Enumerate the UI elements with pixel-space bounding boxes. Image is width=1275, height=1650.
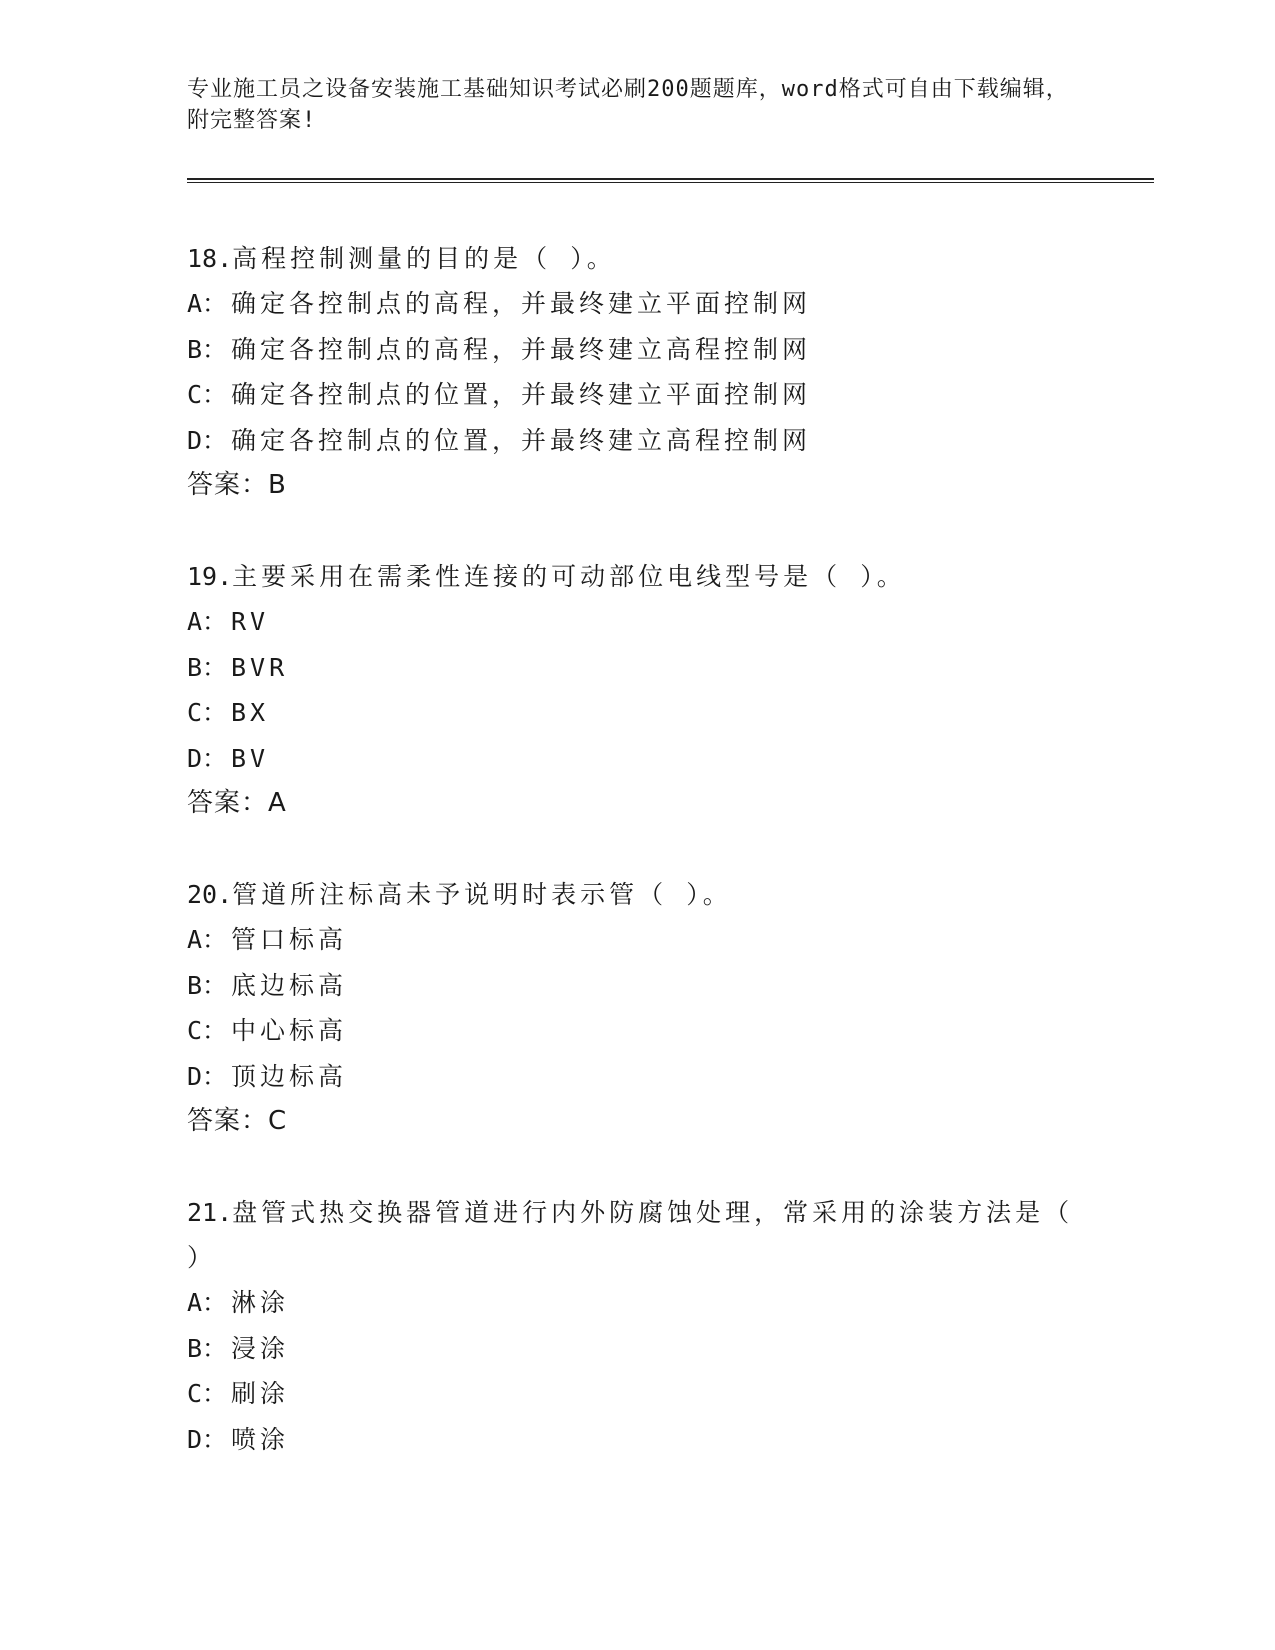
option-key: D： (187, 1061, 228, 1091)
option-text: 管口标高 (231, 925, 348, 954)
option-b (187, 645, 1087, 691)
option-text: 底边标高 (231, 970, 348, 1000)
option-key: A： (187, 1288, 228, 1317)
question-number: 18. (187, 244, 233, 273)
option-text: 刷涂 (231, 1379, 290, 1408)
option-d (187, 418, 1087, 464)
option-key: C： (187, 698, 228, 727)
question-number: 21. (187, 1198, 233, 1227)
option-key: B： (187, 334, 228, 364)
option-key: B： (187, 970, 228, 1000)
document-title: 专业施工员之设备安装施工基础知识考试必刷200题题库，word格式可自由下载编辑，附完整答案! (187, 77, 1069, 133)
option-b (187, 327, 1087, 373)
option-text: 确定各控制点的位置，并最终建立平面控制网 (231, 380, 812, 409)
option-key: A： (187, 925, 228, 954)
question-text: 管道所注标高未予说明时表示管（ ）。 (232, 880, 732, 909)
option-text: 浸涂 (231, 1333, 290, 1363)
option-key: C： (187, 380, 228, 409)
question-stem (187, 1190, 1087, 1280)
option-key: D： (187, 743, 228, 773)
option-c (187, 1008, 1087, 1054)
question-stem (187, 872, 1087, 917)
option-c (187, 690, 1087, 736)
question-19 (187, 554, 1087, 825)
option-text: 喷涂 (231, 1424, 290, 1454)
option-text: 中心标高 (231, 1016, 348, 1045)
option-text: 确定各控制点的位置，并最终建立高程控制网 (231, 425, 812, 455)
answer-line: 答案：B (187, 470, 287, 500)
question-text: 盘管式热交换器管道进行内外防腐蚀处理，常采用的涂装方法是（ ） (187, 1198, 1074, 1272)
option-key: C： (187, 1379, 228, 1408)
option-text: 确定各控制点的高程，并最终建立高程控制网 (231, 334, 812, 364)
question-stem (187, 554, 1087, 599)
question-number: 19. (187, 562, 233, 591)
option-d (187, 736, 1087, 782)
option-text: BX (231, 698, 270, 727)
option-c (187, 1371, 1087, 1417)
option-text: BV (231, 743, 270, 773)
header-divider (187, 178, 1154, 183)
option-key: A： (187, 289, 228, 318)
option-b (187, 963, 1087, 1009)
option-text: RV (231, 607, 270, 636)
option-d (187, 1054, 1087, 1100)
question-list (187, 236, 1087, 1509)
question-21 (187, 1190, 1087, 1462)
option-text: 确定各控制点的高程，并最终建立平面控制网 (231, 289, 812, 318)
answer-line: 答案：C (187, 1106, 288, 1136)
answer-line: 答案：A (187, 788, 287, 818)
option-a (187, 281, 1087, 327)
option-key: A： (187, 607, 228, 636)
question-text: 主要采用在需柔性连接的可动部位电线型号是（ ）。 (232, 562, 906, 591)
question-stem (187, 236, 1087, 281)
document-header (187, 74, 1087, 136)
option-key: C： (187, 1016, 228, 1045)
option-text: BVR (231, 652, 289, 682)
question-text: 高程控制测量的目的是（ ）。 (232, 244, 616, 273)
question-18 (187, 236, 1087, 507)
option-a (187, 917, 1087, 963)
option-key: B： (187, 1333, 228, 1363)
option-key: D： (187, 425, 228, 455)
option-c (187, 372, 1087, 418)
option-a (187, 1280, 1087, 1326)
option-a (187, 599, 1087, 645)
option-text: 顶边标高 (231, 1061, 348, 1091)
question-20 (187, 872, 1087, 1143)
option-b (187, 1326, 1087, 1372)
option-key: D： (187, 1424, 228, 1454)
option-key: B： (187, 652, 228, 682)
option-text: 淋涂 (231, 1288, 290, 1317)
option-d (187, 1417, 1087, 1463)
question-number: 20. (187, 880, 233, 909)
